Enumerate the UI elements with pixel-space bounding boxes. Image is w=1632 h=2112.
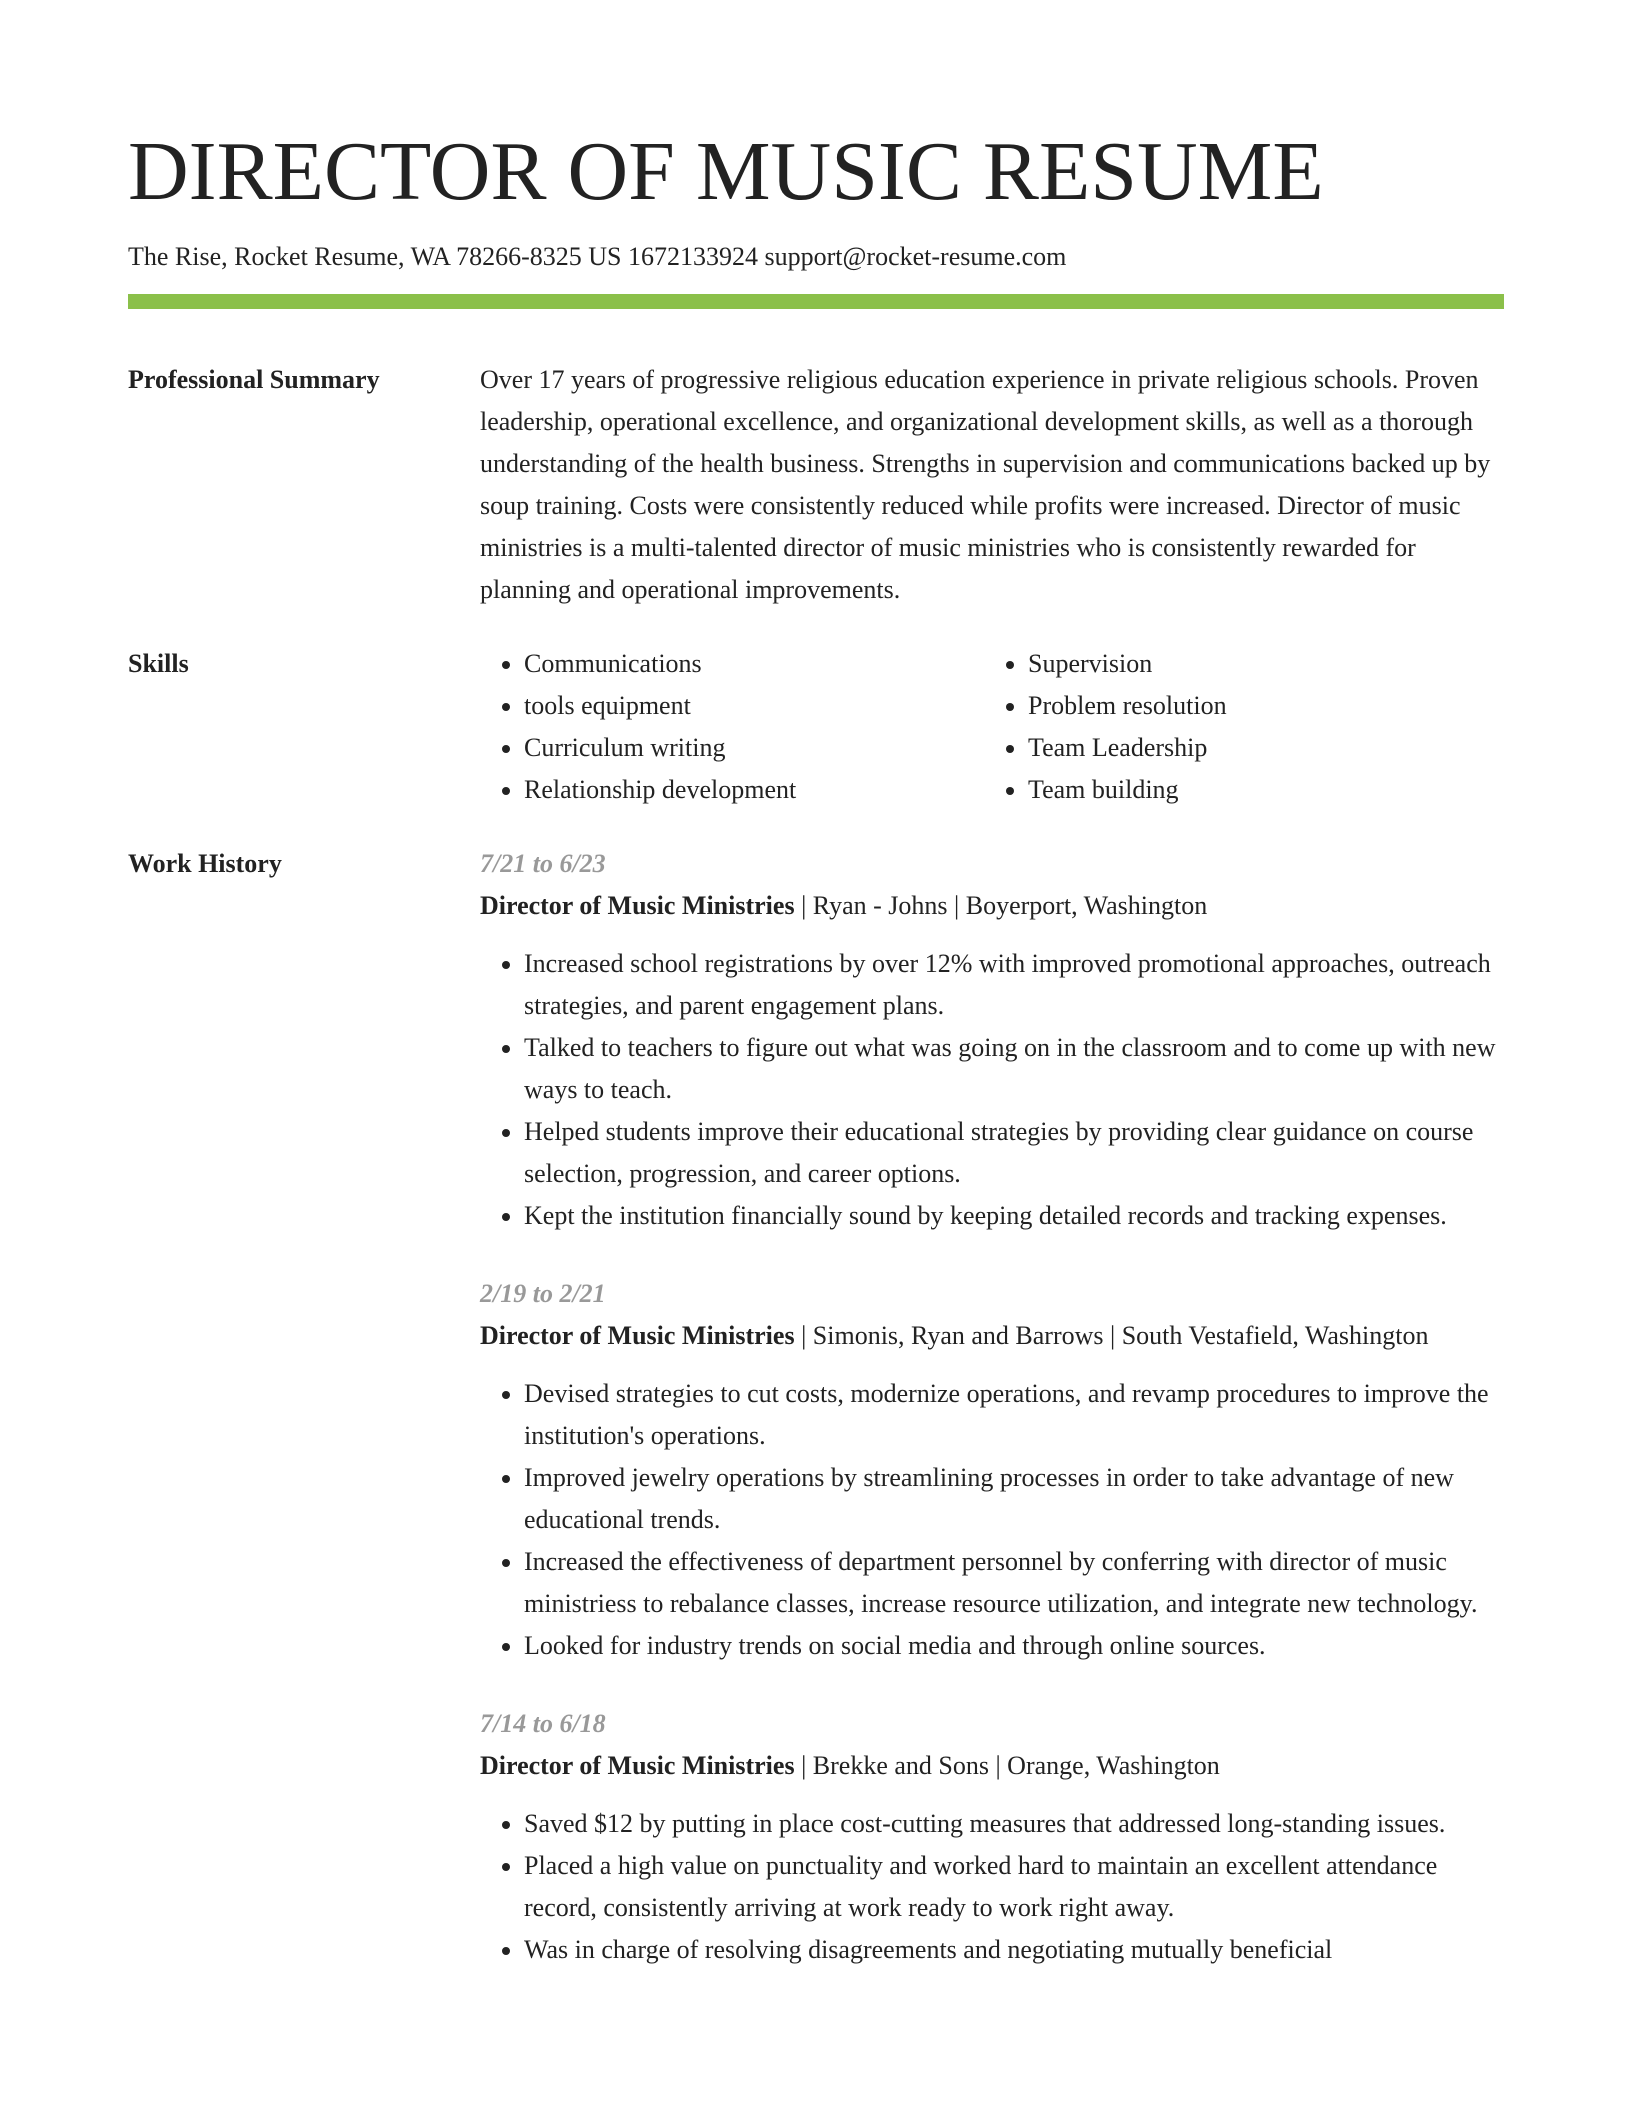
job-dates: 2/19 to 2/21 xyxy=(480,1279,606,1308)
resume-title: DIRECTOR OF MUSIC RESUME xyxy=(128,125,1324,218)
job-bullets xyxy=(480,1803,1504,1971)
job-details: | Brekke and Sons | Orange, Washington xyxy=(794,1751,1220,1780)
skill-item: • Team Leadership xyxy=(1028,727,1488,769)
summary-text: Over 17 years of progressive religious education experience in private religious schools. Proven leadership, operational excellence, and organizational development skills, as well as a thorough understanding of the health business. Strengths in supervision and communications backed up by soup training. Costs were consistently reduced while profits were increased. Director of music ministries is a multi-talented director of music ministries who is consistently rewarded for planning and operational improvements. xyxy=(480,365,1491,604)
accent-divider xyxy=(128,294,1504,309)
job-bullets xyxy=(480,1373,1504,1667)
work-history-label: Work History xyxy=(128,849,282,878)
job-bullet: • Looked for industry trends on social media and through online sources. xyxy=(524,1625,1504,1667)
skill-item: • tools equipment xyxy=(524,685,984,727)
job-bullet: • Saved $12 by putting in place cost-cutting measures that addressed long-standing issues. xyxy=(524,1803,1504,1845)
job-bullet: • Improved jewelry operations by streamlining processes in order to take advantage of new educational trends. xyxy=(524,1457,1504,1541)
job-title: Director of Music Ministries xyxy=(480,1321,795,1350)
job-bullet: • Increased the effectiveness of department personnel by conferring with director of music ministriess to rebalance classes, increase resource utilization, and integrate new technology. xyxy=(524,1541,1504,1625)
contact-line: The Rise, Rocket Resume, WA 78266-8325 US 1672133924 support@rocket-resume.com xyxy=(128,242,1067,271)
job-dates: 7/21 to 6/23 xyxy=(480,849,606,878)
skill-item: • Supervision xyxy=(1028,643,1488,685)
job-details: | Ryan - Johns | Boyerport, Washington xyxy=(794,891,1208,920)
job-entry xyxy=(480,1703,1504,1971)
skill-item: • Communications xyxy=(524,643,984,685)
skill-item: • Problem resolution xyxy=(1028,685,1488,727)
job-heading xyxy=(480,1315,1504,1357)
skills-label: Skills xyxy=(128,649,189,678)
skills-list-right xyxy=(984,643,1488,811)
skill-item: • Team building xyxy=(1028,769,1488,811)
job-bullets xyxy=(480,943,1504,1237)
skills-list-left xyxy=(480,643,984,811)
job-bullet: • Devised strategies to cut costs, modernize operations, and revamp procedures to improve the institution's operations. xyxy=(524,1373,1504,1457)
job-bullet: • Placed a high value on punctuality and worked hard to maintain an excellent attendance record, consistently arriving at work ready to work right away. xyxy=(524,1845,1504,1929)
job-entry xyxy=(480,1273,1504,1667)
job-heading xyxy=(480,1745,1504,1787)
job-bullet: • Was in charge of resolving disagreements and negotiating mutually beneficial xyxy=(524,1929,1504,1971)
work-history-section xyxy=(128,843,1504,2007)
job-entry xyxy=(480,843,1504,1237)
resume-page xyxy=(128,0,1504,2007)
job-bullet: • Helped students improve their educational strategies by providing clear guidance on course selection, progression, and career options. xyxy=(524,1111,1504,1195)
skills-section xyxy=(128,643,1504,811)
job-dates: 7/14 to 6/18 xyxy=(480,1709,606,1738)
summary-label: Professional Summary xyxy=(128,365,380,394)
job-bullet: • Talked to teachers to figure out what was going on in the classroom and to come up with new ways to teach. xyxy=(524,1027,1504,1111)
skill-item: • Curriculum writing xyxy=(524,727,984,769)
job-title: Director of Music Ministries xyxy=(480,1751,795,1780)
job-title: Director of Music Ministries xyxy=(480,891,795,920)
job-bullet: • Kept the institution financially sound by keeping detailed records and tracking expenses. xyxy=(524,1195,1504,1237)
summary-section xyxy=(128,359,1504,611)
skill-item: • Relationship development xyxy=(524,769,984,811)
job-bullet: • Increased school registrations by over 12% with improved promotional approaches, outreach strategies, and parent engagement plans. xyxy=(524,943,1504,1027)
job-heading xyxy=(480,885,1504,927)
job-details: | Simonis, Ryan and Barrows | South Vestafield, Washington xyxy=(794,1321,1429,1350)
